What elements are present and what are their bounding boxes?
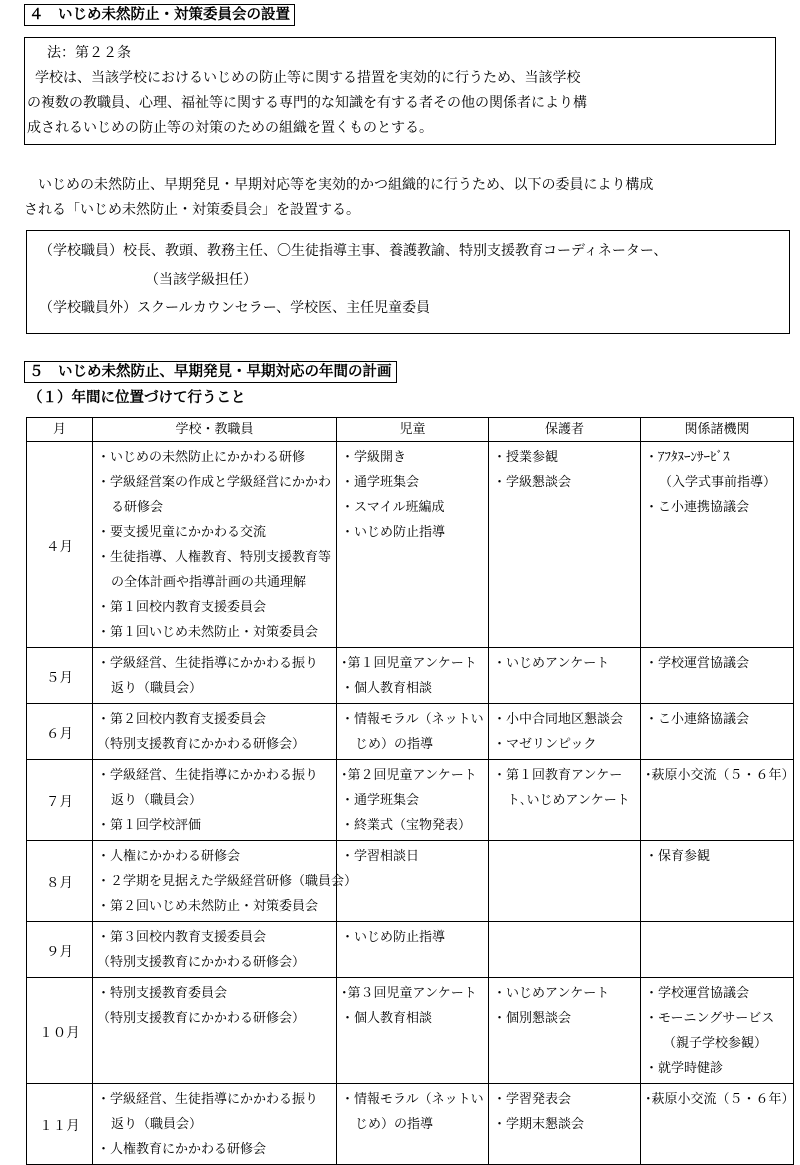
month-cell: ８月 <box>27 841 93 922</box>
children-item: ･第１回児童アンケート <box>341 656 477 671</box>
school-staff-item: （特別支援教育にかかわる研修会） <box>97 955 306 970</box>
agencies-item: ・こ小連絡協議会 <box>645 712 750 727</box>
law-article-line: の複数の教職員、心理、福祉等に関する専門的な知識を有する者その他の関係者により構 <box>27 95 587 111</box>
school-staff-item: ・第２回いじめ未然防止・対策委員会 <box>97 899 319 914</box>
intro-paragraph-line: される「いじめ未然防止・対策委員会」を設置する。 <box>24 202 360 218</box>
school-staff-item: ・２学期を見据えた学級経営研修（職員会） <box>97 874 358 889</box>
school-staff-item: ・人権教育にかかわる研修会 <box>97 1142 267 1157</box>
children-cell <box>337 442 489 648</box>
section-4-heading: ４ いじめ未然防止・対策委員会の設置 <box>24 4 295 26</box>
school-staff-cell <box>93 648 337 704</box>
school-staff-cell <box>93 978 337 1084</box>
parents-cell <box>489 704 641 760</box>
school-staff-item: ・学級経営、生徒指導にかかわる振り <box>97 768 319 783</box>
children-cell <box>337 922 489 978</box>
members-outside-staff: （学校職員外）スクールカウンセラー、学校医、主任児童委員 <box>39 300 431 316</box>
school-staff-item: ・人権にかかわる研修会 <box>97 849 241 864</box>
school-staff-item: ・第１回いじめ未然防止・対策委員会 <box>97 625 319 640</box>
school-staff-item: （特別支援教育にかかわる研修会） <box>97 1011 306 1026</box>
children-cell <box>337 978 489 1084</box>
children-item: ・学級開き <box>341 450 407 465</box>
parents-item: ・個別懇談会 <box>493 1011 572 1026</box>
agencies-item: ・保育参観 <box>645 849 711 864</box>
agencies-cell <box>641 442 794 648</box>
parents-item: ト､いじめアンケート <box>507 793 630 808</box>
school-staff-item: 返り（職員会） <box>111 793 203 808</box>
children-cell <box>337 704 489 760</box>
children-item: ・通学班集会 <box>341 475 420 490</box>
parents-item: ・マゼリンピック <box>493 737 597 752</box>
parents-cell <box>489 442 641 648</box>
children-item: じめ）の指導 <box>355 1117 434 1132</box>
month-cell: ７月 <box>27 760 93 841</box>
children-item: ･第３回児童アンケート <box>341 986 477 1001</box>
agencies-item: ・ｱﾌﾀﾇｰﾝｻｰﾋﾞｽ <box>645 450 730 465</box>
annual-plan-table <box>26 417 794 1165</box>
agencies-cell <box>641 978 794 1084</box>
month-cell: ６月 <box>27 704 93 760</box>
agencies-cell <box>641 760 794 841</box>
parents-item: ・小中合同地区懇談会 <box>493 712 624 727</box>
table-header-row <box>27 418 794 442</box>
children-cell <box>337 841 489 922</box>
agencies-cell <box>641 704 794 760</box>
parents-cell <box>489 1084 641 1165</box>
school-staff-item: ・第１回学校評価 <box>97 818 202 833</box>
table-row <box>27 648 794 704</box>
month-cell: １０月 <box>27 978 93 1084</box>
parents-cell <box>489 648 641 704</box>
agencies-item: ･萩原小交流（５・６年） <box>645 768 795 783</box>
table-row <box>27 760 794 841</box>
law-article-box <box>24 37 776 145</box>
children-item: ・終業式（宝物発表） <box>341 818 472 833</box>
school-staff-item: の全体計画や指導計画の共通理解 <box>111 575 307 590</box>
agencies-item: （入学式事前指導） <box>659 475 777 490</box>
parents-cell <box>489 841 641 922</box>
table-row <box>27 442 794 648</box>
agencies-item: （親子学校参観） <box>662 1036 767 1051</box>
table-row <box>27 704 794 760</box>
agencies-cell <box>641 648 794 704</box>
children-item: ・個人教育相談 <box>341 681 433 696</box>
table-row <box>27 922 794 978</box>
school-staff-cell <box>93 922 337 978</box>
law-article-line: 学校は、当該学校におけるいじめの防止等に関する措置を実効的に行うため、当該学校 <box>35 70 581 86</box>
school-staff-item: ・第２回校内教育支援委員会 <box>97 712 267 727</box>
agencies-item: ・学校運営協議会 <box>645 986 750 1001</box>
school-staff-cell <box>93 704 337 760</box>
law-article-line: 成されるいじめの防止等の対策のための組織を置くものとする。 <box>27 120 433 136</box>
children-item: ・個人教育相談 <box>341 1011 433 1026</box>
school-staff-item: 返り（職員会） <box>111 681 203 696</box>
month-cell: ５月 <box>27 648 93 704</box>
school-staff-cell <box>93 760 337 841</box>
column-header-month: 月 <box>27 418 93 442</box>
agencies-item: ・学校運営協議会 <box>645 656 750 671</box>
table-row <box>27 978 794 1084</box>
children-item: ・情報モラル（ネットい <box>341 1092 484 1107</box>
school-staff-item: る研修会 <box>111 500 164 515</box>
school-staff-cell <box>93 442 337 648</box>
parents-item: ・学級懇談会 <box>493 475 572 490</box>
parents-item: ・授業参観 <box>493 450 559 465</box>
agencies-item: ・就学時健診 <box>645 1061 724 1076</box>
school-staff-item: ・生徒指導、人権教育、特別支援教育等 <box>97 550 332 565</box>
school-staff-item: ・第１回校内教育支援委員会 <box>97 600 267 615</box>
parents-item: ・いじめアンケート <box>493 656 610 671</box>
table-row <box>27 841 794 922</box>
agencies-cell <box>641 922 794 978</box>
parents-cell <box>489 922 641 978</box>
children-item: ・いじめ防止指導 <box>341 525 446 540</box>
members-homeroom-teacher: （当該学級担任） <box>145 272 257 288</box>
school-staff-item: ・学級経営案の作成と学級経営にかかわ <box>97 475 332 490</box>
school-staff-item: （特別支援教育にかかわる研修会） <box>97 737 306 752</box>
parents-cell <box>489 760 641 841</box>
column-header-agencies: 関係諸機関 <box>641 418 794 442</box>
children-item: ・学習相談日 <box>341 849 420 864</box>
month-cell: ９月 <box>27 922 93 978</box>
children-cell <box>337 1084 489 1165</box>
school-staff-item: ・学級経営、生徒指導にかかわる振り <box>97 1092 319 1107</box>
children-item: ･第２回児童アンケート <box>341 768 477 783</box>
table-row <box>27 1084 794 1165</box>
parents-item: ・学習発表会 <box>493 1092 572 1107</box>
children-item: じめ）の指導 <box>355 737 434 752</box>
children-item: ・情報モラル（ネットい <box>341 712 484 727</box>
agencies-cell <box>641 841 794 922</box>
intro-paragraph-line: いじめの未然防止、早期発見・早期対応等を実効的かつ組織的に行うため、以下の委員により構成 <box>38 177 654 193</box>
parents-item: ・第１回教育アンケー <box>493 768 623 783</box>
school-staff-item: ・第３回校内教育支援委員会 <box>97 930 267 945</box>
school-staff-item: 返り（職員会） <box>111 1117 203 1132</box>
members-school-staff: （学校職員）校長、教頭、教務主任、〇生徒指導主事、養護教諭、特別支援教育コーディネーター、 <box>39 243 668 259</box>
month-cell: ４月 <box>27 442 93 648</box>
school-staff-item: ・いじめの未然防止にかかわる研修 <box>97 450 306 465</box>
column-header-children: 児童 <box>337 418 489 442</box>
agencies-item: ・こ小連携協議会 <box>645 500 750 515</box>
children-cell <box>337 760 489 841</box>
agencies-item: ･萩原小交流（５・６年） <box>645 1092 795 1107</box>
children-item: ・通学班集会 <box>341 793 420 808</box>
children-item: ・いじめ防止指導 <box>341 930 446 945</box>
school-staff-cell <box>93 1084 337 1165</box>
parents-item: ・学期末懇談会 <box>493 1117 585 1132</box>
law-article-title: 法：第２２条 <box>47 45 131 61</box>
parents-cell <box>489 978 641 1084</box>
column-header-parents: 保護者 <box>489 418 641 442</box>
parents-item: ・いじめアンケート <box>493 986 610 1001</box>
school-staff-item: ・特別支援教育委員会 <box>97 986 228 1001</box>
school-staff-item: ・要支援児童にかかわる交流 <box>97 525 267 540</box>
children-item: ・スマイル班編成 <box>341 500 445 515</box>
agencies-item: ・モーニングサービス <box>645 1011 775 1026</box>
school-staff-cell <box>93 841 358 922</box>
committee-members-box <box>26 230 790 334</box>
agencies-cell <box>641 1084 794 1165</box>
month-cell: １１月 <box>27 1084 93 1165</box>
column-header-school-staff: 学校・教職員 <box>93 418 337 442</box>
section-5-subheading: （１）年間に位置づけて行うこと <box>28 390 246 406</box>
school-staff-item: ・学級経営、生徒指導にかかわる振り <box>97 656 319 671</box>
section-5-heading: ５ いじめ未然防止、早期発見・早期対応の年間の計画 <box>24 361 397 383</box>
children-cell <box>337 648 489 704</box>
